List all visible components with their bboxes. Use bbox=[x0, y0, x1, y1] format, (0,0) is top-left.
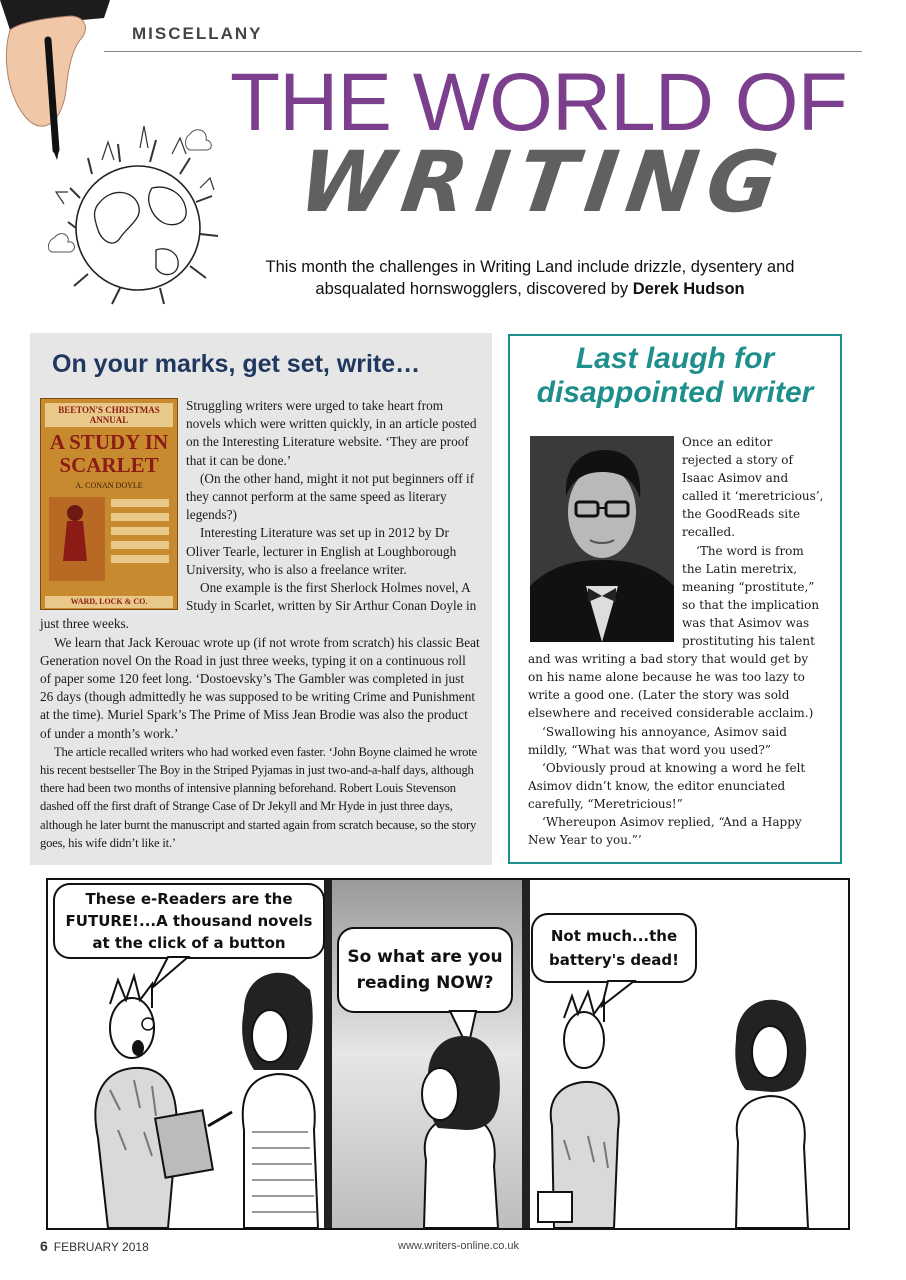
speech-bubble-1 bbox=[58, 888, 320, 954]
left-article-headline: On your marks, get set, write… bbox=[52, 350, 421, 378]
speech-line: battery's dead! bbox=[549, 951, 679, 969]
book-cover-author: A. CONAN DOYLE bbox=[75, 481, 143, 490]
page-number: 6 bbox=[40, 1238, 48, 1254]
speech-bubble-2 bbox=[340, 944, 510, 996]
speech-line: at the click of a button bbox=[92, 934, 286, 952]
speech-line: reading NOW? bbox=[356, 973, 494, 993]
paragraph: ‘Whereupon Asimov replied, “And a Happy New Year to you.”’ bbox=[528, 814, 802, 848]
right-article-body bbox=[528, 433, 826, 849]
book-cover-title-2: SCARLET bbox=[59, 453, 159, 477]
paragraph: The article recalled writers who had worked even faster. ‘John Boyne claimed he wrote his recent bestseller The Boy in the Striped Pyjamas in just two-and-a-half days, although there had been two months of intensive planning beforehand. Robert Louis Stevenson dashed off the first draft of Strange Case of Dr Jekyll and Mr Hyde in just three days, although he later burnt the manuscript and started again from scratch because, so the story goes, his wife didn’t like it.’ bbox=[40, 744, 477, 850]
standfirst bbox=[240, 256, 820, 300]
paragraph: Struggling writers were urged to take heart from novels which were written quickly, in an article posted on the Interesting Literature website. ‘They are proof that it can be done.’ bbox=[186, 398, 477, 468]
paragraph: We learn that Jack Kerouac wrote up (if not wrote from scratch) his classic Beat Generation novel On the Road in just three weeks, typing it on a continuous roll of paper some 120 feet long. ‘Dostoevsky’s The Gambler was completed in just 26 days (though admittedly he was supposed to be writing Crime and Punishment at the time). Muriel Spark’s The Prime of Miss Jean Brodie was also the product of under a month’s work.’ bbox=[40, 634, 480, 741]
page-title-line-1: THE WORLD OF bbox=[230, 57, 847, 148]
standfirst-author: Derek Hudson bbox=[632, 280, 745, 298]
paragraph: ‘The word is from the Latin meretrix, meaning “prostitute,” so that the implication was that Asimov was prostituting his talent and was writing a bad story that would get by on his name alone because he was too lazy to write a good one. (Later the story was sold elsewhere and received considerable acclaim.) bbox=[528, 543, 820, 721]
paragraph: ‘Obviously proud at knowing a word he felt Asimov didn’t know, the editor enunciated carefully, “Meretricious!” bbox=[528, 760, 806, 811]
standfirst-text: This month the challenges in Writing Land include drizzle, dysentery and absqualated hornswogglers, discovered by bbox=[265, 258, 795, 298]
book-cover-title-1: A STUDY IN bbox=[49, 430, 169, 454]
book-cover-top: BEETON'S CHRISTMAS ANNUAL bbox=[45, 403, 173, 427]
section-label: MISCELLANY bbox=[132, 24, 263, 43]
image-wrap-space bbox=[528, 433, 682, 649]
right-article-headline bbox=[512, 342, 838, 410]
paragraph: Once an editor rejected a story of Isaac Asimov and called it ‘meretricious’, the GoodReads site recalled. bbox=[682, 435, 824, 540]
globe-doodle-icon bbox=[40, 118, 230, 308]
website-url[interactable]: www.writers-online.co.uk bbox=[398, 1240, 520, 1252]
paragraph: One example is the first Sherlock Holmes novel, A Study in Scarlet, written by Sir Arthur Conan Doyle in just three weeks. bbox=[40, 580, 477, 632]
cartoon-strip bbox=[46, 878, 850, 1230]
right-headline-line-2: disappointed writer bbox=[536, 376, 814, 409]
page-title-line-2: WRITING bbox=[293, 133, 794, 231]
right-headline-line-1: Last laugh for bbox=[575, 342, 775, 375]
issue-date: FEBRUARY 2018 bbox=[53, 1240, 149, 1254]
image-wrap-space bbox=[40, 397, 186, 615]
left-article-body bbox=[40, 397, 480, 852]
folio bbox=[40, 1238, 149, 1254]
speech-bubble-3 bbox=[534, 924, 694, 972]
paragraph: Interesting Literature was set up in 2012 by Dr Oliver Tearle, lecturer in English at Loughborough University, who is also a freelance writer. bbox=[186, 525, 457, 577]
speech-line: So what are you bbox=[347, 947, 503, 967]
book-cover-publisher: WARD, LOCK & CO. bbox=[45, 596, 173, 608]
speech-line: These e-Readers are the bbox=[85, 890, 293, 908]
speech-line: FUTURE!...A thousand novels bbox=[65, 912, 313, 930]
paragraph: (On the other hand, might it not put beginners off if they cannot perform at the same speed as literary legends?) bbox=[186, 470, 475, 523]
speech-line: Not much...the bbox=[550, 927, 678, 945]
header-rule bbox=[104, 51, 862, 52]
paragraph: ‘Swallowing his annoyance, Asimov said mildly, “What was that word you used?” bbox=[528, 724, 787, 757]
